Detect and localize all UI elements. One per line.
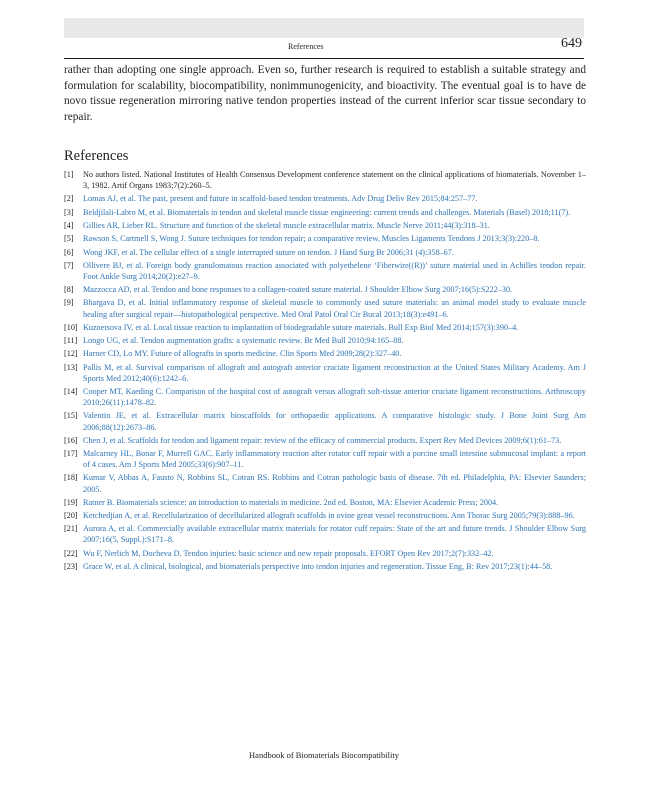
reference-link[interactable]: Valentin JE, et al. Extracellular matrix bioscaffolds for orthopaedic applications. A comparative histologic study. J Bone Joint Surg Am 2006;88(12):2673–86. bbox=[83, 411, 586, 432]
reference-link[interactable]: Bhargava D, et al. Initial inflammatory response of skeletal muscle to commonly used suture materials: an animal model study to evaluate muscle healing after surgical repair—histopathological perspective. Med Oral Patol Oral Cir Bucal 2013;18(3):e491–6. bbox=[83, 298, 586, 319]
reference-link[interactable]: Chen J, et al. Scaffolds for tendon and ligament repair: review of the efficacy of commercial products. Expert Rev Med Devices 2009;6(1):61–73. bbox=[83, 435, 562, 445]
reference-link[interactable]: Aurora A, et al. Commercially available extracellular matrix materials for rotator cuff repairs: State of the art and future trends. J Shoulder Elbow Surg 2007;16(5, Suppl.):S171–8. bbox=[83, 524, 586, 545]
reference-link[interactable]: Lomas AJ, et al. The past, present and future in scaffold-based tendon treatments. Adv Drug Deliv Rev 2015;84:257–77. bbox=[83, 194, 478, 204]
reference-item bbox=[64, 169, 586, 191]
reference-item bbox=[64, 448, 586, 470]
reference-item bbox=[64, 497, 586, 508]
reference-item bbox=[64, 233, 586, 244]
footer-book-title: Handbook of Biomaterials Biocompatibility bbox=[249, 750, 399, 760]
reference-number: [3] bbox=[64, 207, 74, 217]
reference-item bbox=[64, 435, 586, 446]
reference-item bbox=[64, 193, 586, 204]
reference-number: [2] bbox=[64, 194, 74, 204]
reference-link[interactable]: Ollivere BJ, et al. Foreign body granulomatous reaction associated with polyethelene ‘Fiberwire((R))’ suture material used in Achilles tendon repair. Foot Ankle Surg 2014;20(2):e27–9. bbox=[83, 260, 586, 281]
reference-number: [1] bbox=[64, 170, 74, 179]
reference-number: [10] bbox=[64, 322, 78, 332]
reference-item bbox=[64, 510, 586, 521]
reference-number: [21] bbox=[64, 524, 78, 534]
reference-link[interactable]: Grace W, et al. A clinical, biological, and biomaterials perspective into tendon injuries and regeneration. Tissue Eng, B: Rev 2017;23(1):44–58. bbox=[83, 562, 553, 572]
reference-number: [12] bbox=[64, 349, 78, 359]
reference-number: [8] bbox=[64, 285, 74, 295]
reference-link[interactable]: Beldjilali-Labro M, et al. Biomaterials in tendon and skeletal muscle tissue engineering: current trends and challenges. Materials (Basel) 2018;11(7). bbox=[83, 207, 571, 217]
reference-link[interactable]: Pallis M, et al. Survival comparison of allograft and autograft anterior cruciate ligament reconstruction at the United States Military Academy. Am J Sports Med 2012;40(6):1242–6. bbox=[83, 362, 586, 383]
reference-number: [15] bbox=[64, 411, 78, 421]
reference-item bbox=[64, 348, 586, 359]
reference-item bbox=[64, 284, 586, 295]
reference-item bbox=[64, 472, 586, 494]
reference-link[interactable]: Kuznetsova IV, et al. Local tissue reaction to implantation of biodegradable suture materials. Bull Exp Biol Med 2014;157(3):390–4. bbox=[83, 322, 519, 332]
reference-item bbox=[64, 410, 586, 432]
reference-link[interactable]: Gillies AR, Lieber RL. Structure and function of the skeletal muscle extracellular matrix. Muscle Nerve 2011;44(3):318–31. bbox=[83, 220, 490, 230]
references-list bbox=[64, 169, 586, 574]
reference-number: [13] bbox=[64, 362, 78, 372]
reference-number: [7] bbox=[64, 260, 74, 270]
reference-link[interactable]: Longo UG, et al. Tendon augmentation grafts: a systematic review. Br Med Bull 2010;94:165–88. bbox=[83, 336, 404, 346]
reference-link[interactable]: Harner CD, Lo MY. Future of allografts in sports medicine. Clin Sports Med 2009;28(2):327–40. bbox=[83, 349, 402, 359]
reference-item bbox=[64, 220, 586, 231]
reference-link[interactable]: Cooper MT, Kaeding C. Comparison of the hospital cost of autograft versus allograft soft-tissue anterior cruciate ligament reconstructions. Arthroscopy 2010;26(11):1478–82. bbox=[83, 387, 586, 408]
reference-link[interactable]: Kumar V, Abbas A, Fausto N, Robbins SL, Cotran RS. Robbins and Cotran pathologic basis of disease. 7th ed. Philadelphia, PA: Elsevier Saunders; 2005. bbox=[83, 473, 586, 494]
reference-number: [17] bbox=[64, 449, 78, 459]
reference-text: No authors listed. National Institutes of Health Consensus Development conference statement on the clinical applications of biomaterials. November 1–3, 1982. Artif Organs 1983;7(2):260–5. bbox=[83, 170, 586, 191]
reference-item bbox=[64, 386, 586, 408]
reference-item bbox=[64, 335, 586, 346]
reference-number: [23] bbox=[64, 562, 78, 572]
reference-item bbox=[64, 561, 586, 572]
reference-item bbox=[64, 260, 586, 282]
reference-number: [5] bbox=[64, 234, 74, 244]
reference-item bbox=[64, 247, 586, 258]
reference-link[interactable]: Wu F, Nerlich M, Docheva D. Tendon injuries: basic science and new repair proposals. EFORT Open Rev 2017;2(7):332–42. bbox=[83, 548, 494, 558]
reference-number: [6] bbox=[64, 247, 74, 257]
reference-number: [14] bbox=[64, 387, 78, 397]
reference-link[interactable]: Mazzocca AD, et al. Tendon and bone responses to a collagen-coated suture material. J Shoulder Elbow Surg 2007;16(5):S222–30. bbox=[83, 285, 513, 295]
reference-item bbox=[64, 362, 586, 384]
reference-number: [18] bbox=[64, 473, 78, 483]
reference-item bbox=[64, 207, 586, 218]
reference-number: [4] bbox=[64, 220, 74, 230]
intro-paragraph: rather than adopting one single approach. Even so, further research is required to establish a suitable strategy and formulation for scalability, biocompatibility, nonimmunogenicity, and bioactivity. The eventual goal is to have de novo tissue regeneration mirroring native tendon properties instead of the current inferior scar tissue secondary to repair. bbox=[64, 64, 586, 123]
reference-number: [11] bbox=[64, 336, 78, 346]
reference-link[interactable]: Wong JKF, et al. The cellular effect of a single interrupted suture on tendon. J Hand Surg Br 2006;31 (4):358–67. bbox=[83, 247, 454, 257]
header-band bbox=[64, 18, 584, 38]
reference-number: [20] bbox=[64, 511, 78, 521]
reference-link[interactable]: Ketchedjian A, et al. Recellularization of decellularized allograft scaffolds in ovine great vessel reconstructions. Ann Thorac Surg 2005;79(3):888–96. bbox=[83, 511, 575, 521]
reference-link[interactable]: Ratner B. Biomaterials science: an introduction to materials in medicine. 2nd ed. Boston, MA: Elsevier Academic Press; 2004. bbox=[83, 497, 499, 507]
reference-item bbox=[64, 548, 586, 559]
reference-link[interactable]: Malcarney HL, Bonar F, Murrell GAC. Early inflammatory reaction after rotator cuff repair with a porcine small intestine submucosal implant: a report of 4 cases. Am J Sports Med 2005;33(6):907–11. bbox=[83, 449, 586, 470]
reference-link[interactable]: Rawson S, Cartmell S, Wong J. Suture techniques for tendon repair; a comparative review. Muscles Ligaments Tendons J 2013;3(3):220–8. bbox=[83, 234, 540, 244]
reference-number: [16] bbox=[64, 435, 78, 445]
reference-number: [22] bbox=[64, 548, 78, 558]
reference-item bbox=[64, 322, 586, 333]
reference-number: [9] bbox=[64, 298, 74, 308]
references-heading: References bbox=[64, 148, 129, 164]
reference-item bbox=[64, 523, 586, 545]
reference-item bbox=[64, 297, 586, 319]
page-number: 649 bbox=[561, 36, 582, 51]
running-title: References bbox=[288, 42, 324, 51]
running-header bbox=[64, 36, 584, 59]
reference-number: [19] bbox=[64, 497, 78, 507]
